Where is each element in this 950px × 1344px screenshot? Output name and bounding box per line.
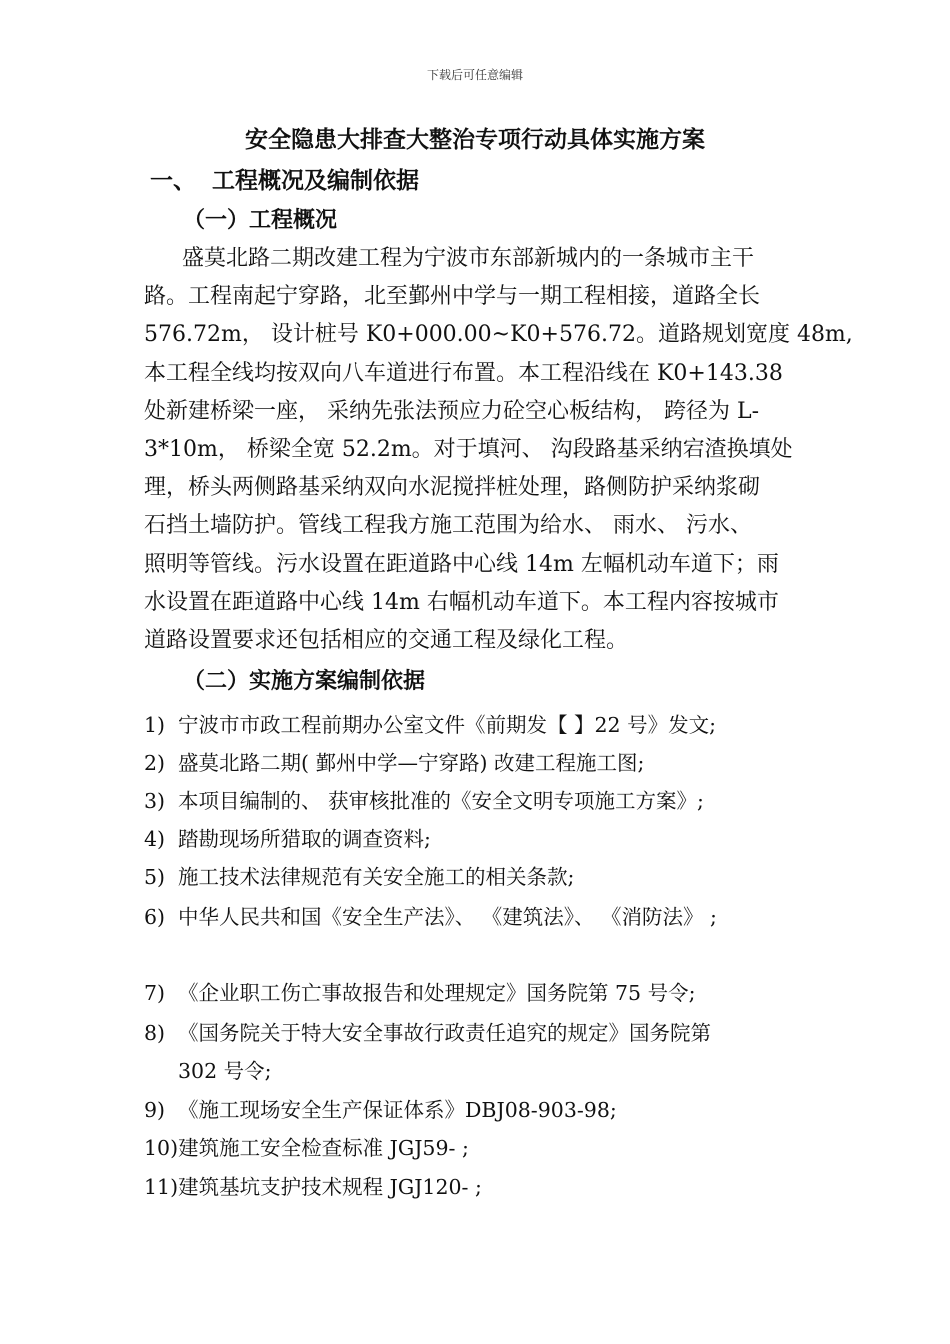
paragraph-line: 理，桥头两侧路基采纳双向水泥搅拌桩处理，路侧防护采纳浆砌 xyxy=(144,475,761,501)
paragraph-line: 照明等管线。污水设置在距道路中心线 14m 左幅机动车道下；雨 xyxy=(144,551,779,577)
paragraph-line: 本工程全线均按双向八车道进行布置。本工程沿线在 K0+143.38 xyxy=(144,360,783,386)
list-item: 9) 《施工现场安全生产保证体系》DBJ08-903-98; xyxy=(144,1098,617,1122)
paragraph-line: 3*10m， 桥梁全宽 52.2m。对于填河、 沟段路基采纳宕渣换填处 xyxy=(144,437,793,463)
list-item: 4) 踏勘现场所猎取的调查资料; xyxy=(144,827,431,851)
list-item: 11)建筑基坑支护技术规程 JGJ120- ; xyxy=(144,1175,482,1199)
section-heading-1 xyxy=(150,162,419,195)
list-item: 1) 宁波市市政工程前期办公室文件《前期发【 】22 号》发文; xyxy=(144,713,717,737)
header-note: 下载后可任意编辑 xyxy=(426,68,523,82)
paragraph-line: 盛莫北路二期改建工程为宁波市东部新城内的一条城市主干 xyxy=(182,246,755,271)
list-item: 6) 中华人民共和国《安全生产法》、 《建筑法》、 《消防法》 ; xyxy=(144,905,717,929)
section-number: 一、 xyxy=(150,168,196,194)
subsection-heading-basis: （二）实施方案编制依据 xyxy=(183,669,426,694)
paragraph-line: 水设置在距道路中心线 14m 右幅机动车道下。本工程内容按城市 xyxy=(144,589,779,615)
list-item-continuation: 302 号令; xyxy=(178,1059,272,1083)
paragraph-line: 石挡土墙防护。管线工程我方施工范围为给水、 雨水、 污水、 xyxy=(144,513,752,539)
list-item: 2) 盛莫北路二期( 鄞州中学—宁穿路) 改建工程施工图; xyxy=(144,751,645,775)
list-item: 3) 本项目编制的、 获审核批准的《安全文明专项施工方案》; xyxy=(144,789,704,813)
subsection-heading-overview: （一）工程概况 xyxy=(183,208,338,233)
paragraph-line: 路。工程南起宁穿路，北至鄞州中学与一期工程相接，道路全长 xyxy=(144,284,761,310)
paragraph-line: 576.72m， 设计桩号 K0+000.00~K0+576.72。道路规划宽度 48m, xyxy=(144,322,853,348)
list-item: 10)建筑施工安全检查标准 JGJ59- ; xyxy=(144,1136,469,1160)
paragraph-line: 处新建桥梁一座， 采纳先张法预应力砼空心板结构， 跨径为 L- xyxy=(144,398,760,424)
section-label: 工程概况及编制依据 xyxy=(212,168,419,194)
document-title: 安全隐患大排查大整治专项行动具体实施方案 xyxy=(245,127,705,153)
list-item: 5) 施工技术法律规范有关安全施工的相关条款; xyxy=(144,865,575,889)
overview-paragraph xyxy=(144,240,853,660)
list-item: 7) 《企业职工伤亡事故报告和处理规定》国务院第 75 号令; xyxy=(144,981,696,1005)
list-item: 8) 《国务院关于特大安全事故行政责任追究的规定》国务院第 xyxy=(144,1021,711,1045)
paragraph-line: 道路设置要求还包括相应的交通工程及绿化工程。 xyxy=(144,628,629,654)
